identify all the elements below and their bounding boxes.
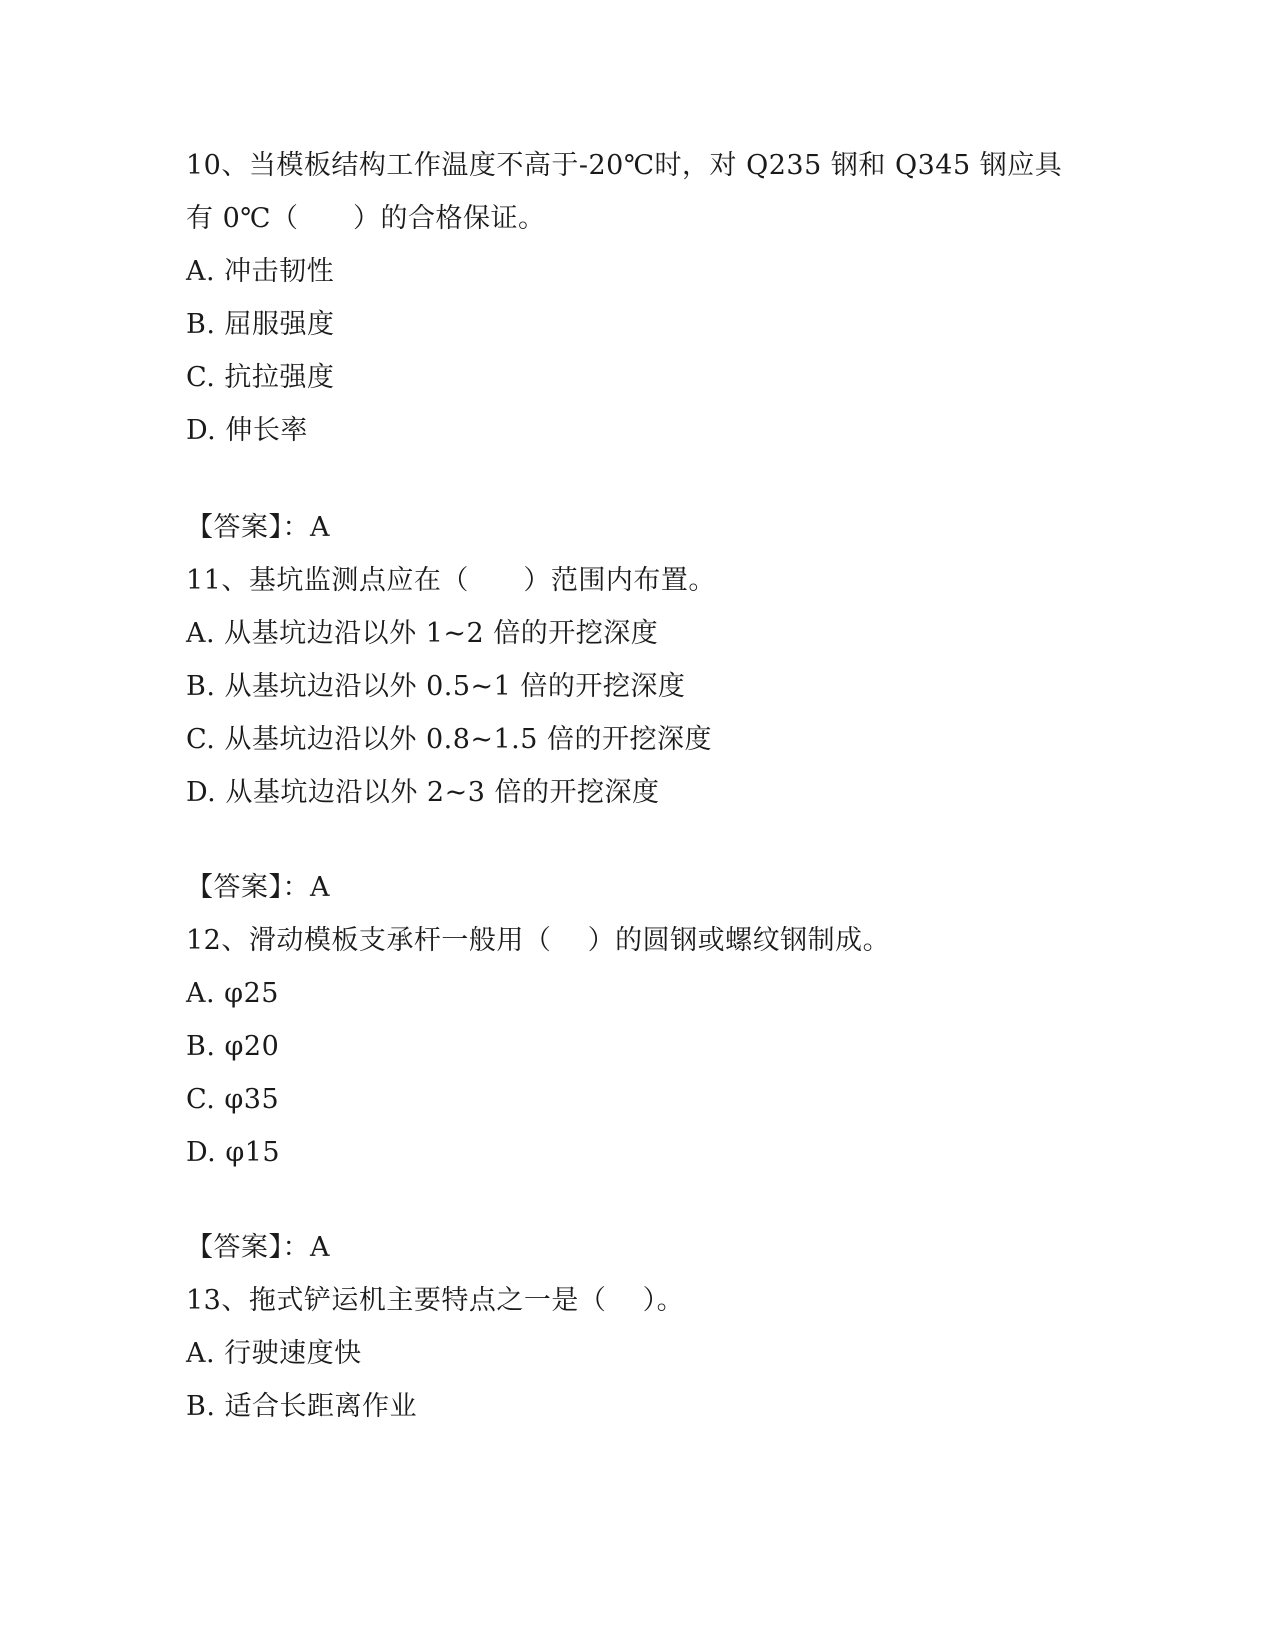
question-11-option-b: B. 从基坑边沿以外 0.5~1 倍的开挖深度 [186,671,686,702]
question-12-option-d: D. φ15 [186,1137,281,1168]
question-13-stem-line1: 13、拖式铲运机主要特点之一是（ ）。 [186,1285,685,1316]
question-10-answer: 【答案】：A [186,512,330,543]
question-10-option-d: D. 伸长率 [186,415,308,446]
question-10-stem-line2: 有 0℃（ ）的合格保证。 [186,203,546,234]
question-12-answer: 【答案】：A [186,1232,330,1263]
question-11-option-a: A. 从基坑边沿以外 1~2 倍的开挖深度 [186,618,659,649]
question-13-option-b: B. 适合长距离作业 [186,1391,418,1422]
question-12-option-c: C. φ35 [186,1084,280,1115]
question-12-option-a: A. φ25 [186,978,279,1009]
question-11-option-c: C. 从基坑边沿以外 0.8~1.5 倍的开挖深度 [186,724,713,755]
question-11-answer: 【答案】：A [186,872,330,903]
question-11-stem-line1: 11、基坑监测点应在（ ）范围内布置。 [186,565,716,596]
question-12-option-b: B. φ20 [186,1031,280,1062]
question-10-option-c: C. 抗拉强度 [186,362,335,393]
question-10-option-b: B. 屈服强度 [186,309,335,340]
question-10-option-a: A. 冲击韧性 [186,256,335,287]
question-13-option-a: A. 行驶速度快 [186,1338,362,1369]
question-11-option-d: D. 从基坑边沿以外 2~3 倍的开挖深度 [186,777,660,808]
question-10-stem-line1: 10、当模板结构工作温度不高于-20℃时，对 Q235 钢和 Q345 钢应具 [186,150,1063,181]
question-12-stem-line1: 12、滑动模板支承杆一般用（ ）的圆钢或螺纹钢制成。 [186,925,891,956]
